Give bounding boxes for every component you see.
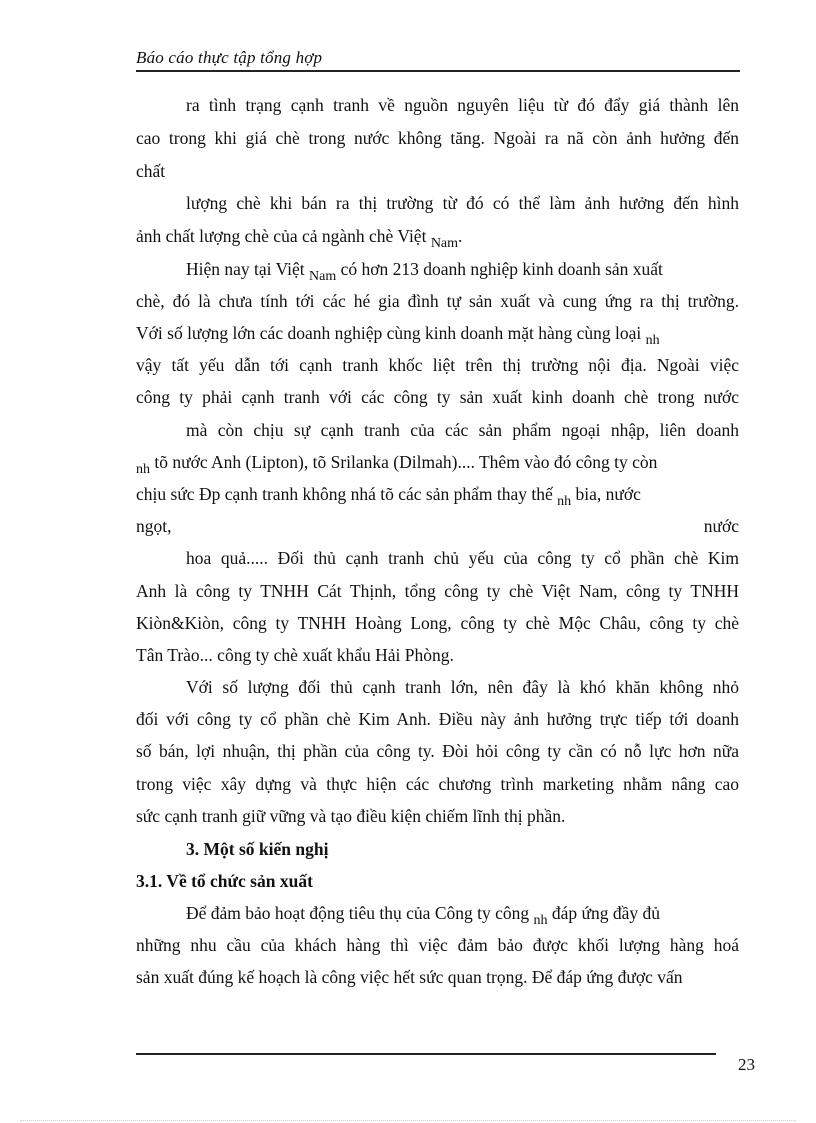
paragraph-line: đối với công ty cổ phần chè Kim Anh. Điều này ảnh hưởng trực tiếp tới doanh <box>136 709 739 729</box>
paragraph-line: ảnh chất lượng chè của cả ngành chè Việt $_{Nam}$. <box>136 226 463 251</box>
paragraph-line: mà còn chịu sự cạnh tranh của các sản phẩm ngoại nhập, liên doanh <box>186 420 739 440</box>
page-bottom-border <box>20 1120 796 1121</box>
paragraph-line: công ty phải cạnh tranh với các công ty sản xuất kinh doanh chè trong nước <box>136 387 739 407</box>
paragraph-line: ra tình trạng cạnh tranh về nguồn nguyên liệu từ đó đẩy giá thành lên <box>186 95 739 115</box>
paragraph-line: lượng chè khi bán ra thị trường từ đó có thể làm ảnh hưởng đến hình <box>186 193 739 213</box>
paragraph-line: sản xuất đúng kế hoạch là công việc hết sức quan trọng. Để đáp ứng được vấn <box>136 967 683 987</box>
paragraph-line: cao trong khi giá chè trong nước không tăng. Ngoài ra nã còn ảnh hưởng đến <box>136 128 739 148</box>
paragraph-line: chịu sức Ðp cạnh tranh không nhá tõ các sản phẩm thay thế $_{nh}$ bia, nước <box>136 484 641 509</box>
paragraph-line: Với số lượng đối thủ cạnh tranh lớn, nên đây là khó khăn không nhỏ <box>186 677 739 697</box>
paragraph-line: chè, đó là chưa tính tới các hé gia đình tự sản xuất và cung ứng ra thị trường. <box>136 291 739 311</box>
page-header: Báo cáo thực tập tổng hợp <box>136 48 740 72</box>
paragraph-line: những nhu cầu của khách hàng thì việc đảm bảo được khối lượng hàng hoá <box>136 935 739 955</box>
paragraph-line: $_{nh}$ tõ nước Anh (Lipton), tõ Srilanka (Dilmah).... Thêm vào đó công ty còn <box>136 452 658 477</box>
section-heading: 3. Một số kiến nghị <box>186 839 329 859</box>
paragraph-line: Để đảm bảo hoạt động tiêu thụ của Công ty công $_{nh}$ đáp ứng đầy đủ <box>186 903 661 928</box>
paragraph-line: số bán, lợi nhuận, thị phần của công ty. Đòi hỏi công ty cần có nỗ lực hơn nữa <box>136 741 739 761</box>
subsection-heading: 3.1. Về tổ chức sản xuất <box>136 871 313 891</box>
paragraph-line: trong việc xây dựng và thực hiện các chương trình marketing nhằm nâng cao <box>136 774 739 794</box>
page-number: 23 <box>738 1055 755 1074</box>
paragraph-line: Hiện nay tại Việt $_{Nam}$ có hơn 213 doanh nghiệp kinh doanh sản xuất <box>186 259 663 284</box>
paragraph-line: sức cạnh tranh giữ vững và tạo điều kiện chiếm lĩnh thị phần. <box>136 806 566 826</box>
paragraph-line: chất <box>136 161 166 181</box>
paragraph-line: Với số lượng lớn các doanh nghiệp cùng kinh doanh mặt hàng cùng loại $_{nh}$ <box>136 323 660 348</box>
paragraph-line: hoa quả..... Đối thủ cạnh tranh chủ yếu của công ty cổ phần chè Kim <box>186 548 739 568</box>
paragraph-line: Anh là công ty TNHH Cát Thịnh, tổng công ty chè Việt Nam, công ty TNHH <box>136 581 739 601</box>
paragraph-line: ngọt, nước <box>136 516 739 536</box>
footer-rule <box>136 1053 716 1055</box>
paragraph-line: vậy tất yếu dẫn tới cạnh tranh khốc liệt trên thị trường nội địa. Ngoài việc <box>136 355 739 375</box>
paragraph-line: Kiòn&Kiòn, công ty TNHH Hoàng Long, công ty chè Mộc Châu, công ty chè <box>136 613 739 633</box>
paragraph-line: Tân Trào... công ty chè xuất khẩu Hải Phòng. <box>136 645 454 665</box>
